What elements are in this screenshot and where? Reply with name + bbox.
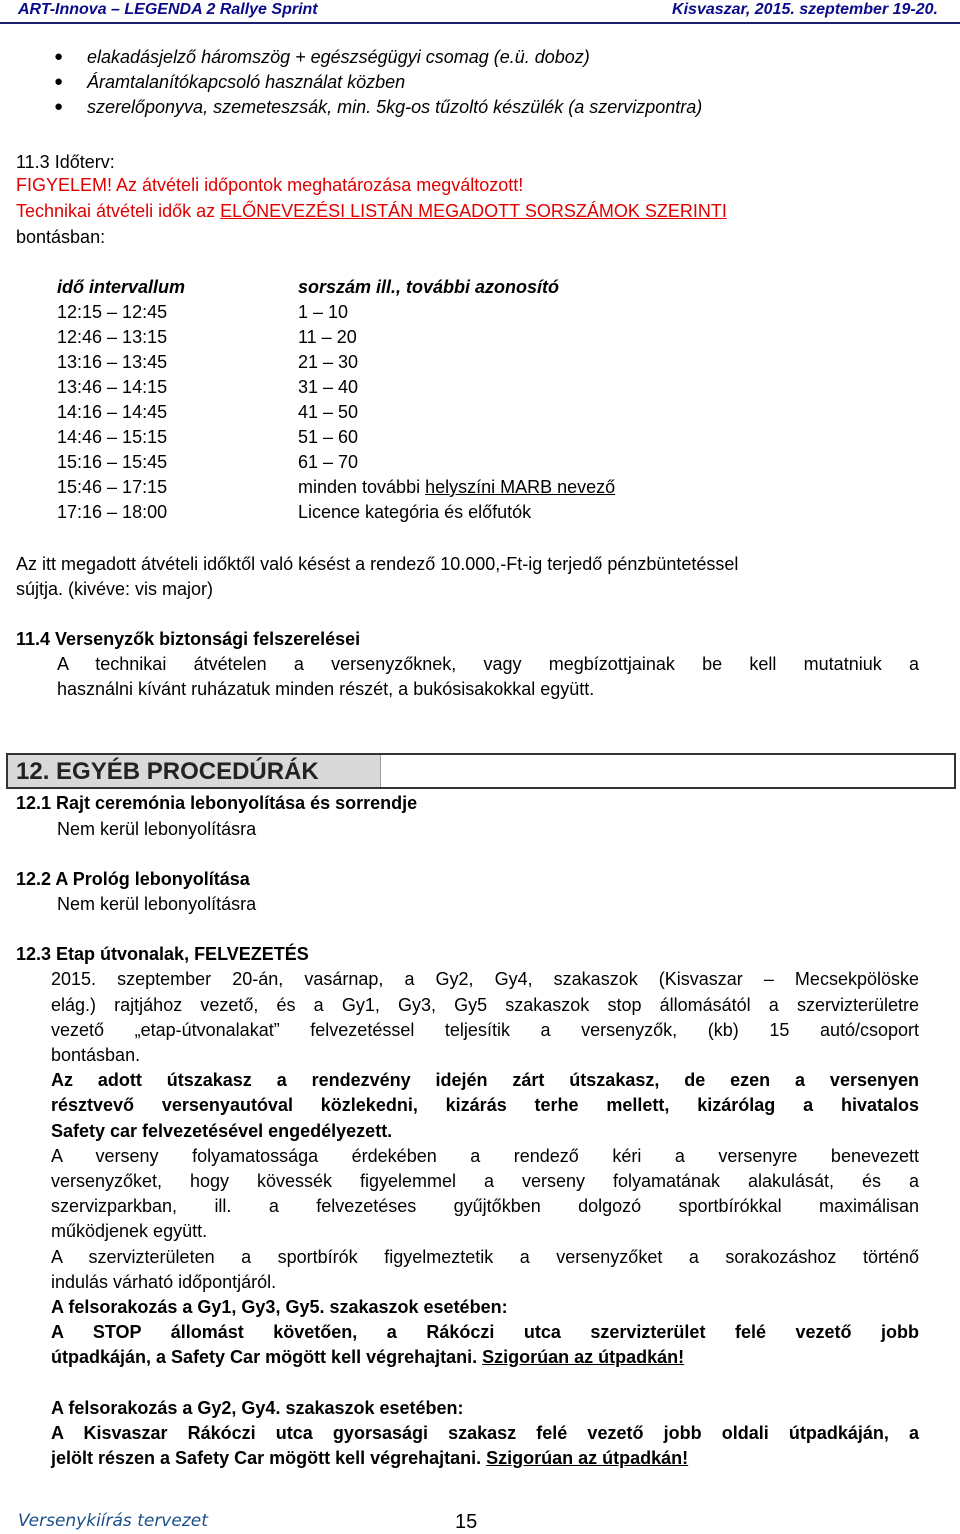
header-date: Kisvaszar, 2015. szeptember 19-20. [672, 1, 938, 18]
paragraph-line: vezető „etap-útvonalakat” felvezetéssel teljesítik a versenyzők, (kb) 15 autó/csoport [51, 1020, 919, 1040]
bullet-icon: ● [54, 73, 64, 90]
bold-paragraph-line: Safety car felvezetésével engedélyezett. [51, 1121, 393, 1141]
paragraph-line: 2015. szeptember 20-án, vasárnap, a Gy2, Gy4, szakaszok (Kisvaszar – Mecsekpölöske [51, 969, 919, 989]
table-header-number: sorszám ill., további azonosító [298, 277, 560, 297]
page-number: 15 [455, 1511, 478, 1533]
section-12-3-title: 12.3 Etap útvonalak, FELVEZETÉS [16, 944, 309, 964]
penalty-line-2: sújtja. (kivéve: vis major) [16, 579, 214, 599]
paragraph-line: A szervizterületen a sportbírók figyelmeztetik a versenyzőket a sorakozáshoz történő [51, 1247, 919, 1267]
section-12-2-title: 12.2 A Prológ lebonyolítása [16, 869, 250, 889]
table-cell-time: 15:16 – 15:45 [57, 452, 168, 472]
table-cell-time: 14:46 – 15:15 [57, 427, 168, 447]
paragraph-line: működjenek együtt. [51, 1221, 208, 1241]
table-cell-time: 12:46 – 13:15 [57, 327, 168, 347]
header-event-title: ART-Innova – LEGENDA 2 Rallye Sprint [18, 1, 318, 18]
paragraph-line: versenyzőket, hogy kövessék figyelemmel a verseny folyamatának alakulását, és a [51, 1171, 919, 1191]
warning-line-2: Technikai átvételi idők az ELŐNEVEZÉSI LISTÁN MEGADOTT SORSZÁMOK SZERINTI [16, 201, 727, 221]
table-cell-number: 1 – 10 [298, 302, 349, 322]
table-cell-number: minden további helyszíni MARB nevező [298, 477, 616, 497]
lineup-text-b: A Kisvaszar Rákóczi utca gyorsasági szakasz felé vezető jobb oldali útpadkáján, a [51, 1423, 919, 1443]
table-cell-number: 11 – 20 [298, 327, 357, 347]
lineup-text-a: útpadkáján, a Safety Car mögött kell végrehajtani. Szigorúan az útpadkán! [51, 1347, 685, 1367]
lineup-text-b: jelölt részen a Safety Car mögött kell végrehajtani. Szigorúan az útpadkán! [51, 1448, 689, 1468]
lineup-text-a: A STOP állomást követően, a Rákóczi utca szervizterület felé vezető jobb [51, 1322, 919, 1342]
table-header-time: idő intervallum [57, 277, 186, 297]
list-item: elakadásjelző háromszög + egészségügyi csomag (e.ü. doboz) [87, 47, 590, 67]
paragraph-line: indulás várható időpontjáról. [51, 1272, 277, 1292]
section-12-1-text: Nem kerül lebonyolításra [57, 819, 257, 839]
section-11-4-text: A technikai átvételen a versenyzőknek, vagy megbízottjainak be kell mutatniuk a [57, 654, 919, 674]
bold-paragraph-line: Az adott útszakasz a rendezvény idején zárt útszakasz, de ezen a versenyen [51, 1070, 919, 1090]
bullet-icon: ● [54, 48, 64, 65]
paragraph-line: elág.) rajtjához vezető, és a Gy1, Gy3, Gy5 szakaszok stop állomásától a szervizterületre [51, 995, 919, 1015]
table-cell-time: 13:46 – 14:15 [57, 377, 168, 397]
table-cell-time: 15:46 – 17:15 [57, 477, 168, 497]
warning-line-1: FIGYELEM! Az átvételi időpontok meghatározása megváltozott! [16, 175, 524, 195]
chapter-12-heading-box [6, 753, 956, 789]
section-12-2-text: Nem kerül lebonyolításra [57, 894, 257, 914]
paragraph-line: szervizparkban, ill. a felvezetéses gyűjtőkben dolgozó sportbírókkal maximálisan [51, 1196, 919, 1216]
footer-document-label: Versenykiírás tervezet [18, 1511, 208, 1531]
chapter-12-title: 12. EGYÉB PROCEDÚRÁK [16, 758, 319, 785]
table-cell-time: 13:16 – 13:45 [57, 352, 168, 372]
section-12-1-title: 12.1 Rajt ceremónia lebonyolítása és sorrendje [16, 793, 418, 813]
section-11-4-title: 11.4 Versenyzők biztonsági felszerelései [16, 629, 361, 649]
lineup-heading-b: A felsorakozás a Gy2, Gy4. szakaszok esetében: [51, 1398, 464, 1418]
warning-line-3: bontásban: [16, 227, 106, 247]
table-cell-time: 17:16 – 18:00 [57, 502, 168, 522]
lineup-heading-a: A felsorakozás a Gy1, Gy3, Gy5. szakaszok esetében: [51, 1297, 508, 1317]
table-cell-number: 51 – 60 [298, 427, 359, 447]
table-cell-time: 12:15 – 12:45 [57, 302, 168, 322]
table-cell-number: 41 – 50 [298, 402, 359, 422]
page-header [0, 0, 960, 24]
penalty-line-1: Az itt megadott átvételi időktől való késést a rendező 10.000,-Ft-ig terjedő pénzbüntetéssel [16, 554, 739, 574]
list-item: szerelőponyva, szemeteszsák, min. 5kg-os tűzoltó készülék (a szervizpontra) [87, 97, 703, 117]
bullet-icon: ● [54, 98, 64, 115]
bold-paragraph-line: résztvevő versenyautóval közlekedni, kizárás terhe mellett, kizárólag a hivatalos [51, 1095, 919, 1115]
table-cell-number: 31 – 40 [298, 377, 359, 397]
paragraph-line: bontásban. [51, 1045, 141, 1065]
table-cell-time: 14:16 – 14:45 [57, 402, 168, 422]
paragraph-line: A verseny folyamatossága érdekében a rendező kéri a versenyre benevezett [51, 1146, 919, 1166]
heading-box-fill [380, 755, 954, 787]
section-11-4-text: használni kívánt ruházatuk minden részét, a bukósisakokkal együtt. [57, 679, 595, 699]
table-cell-number: 21 – 30 [298, 352, 359, 372]
table-cell-number: Licence kategória és előfutók [298, 502, 532, 522]
section-11-3-title: 11.3 Időterv: [16, 152, 115, 172]
list-item: Áramtalanítókapcsoló használat közben [87, 72, 406, 92]
table-cell-number: 61 – 70 [298, 452, 359, 472]
